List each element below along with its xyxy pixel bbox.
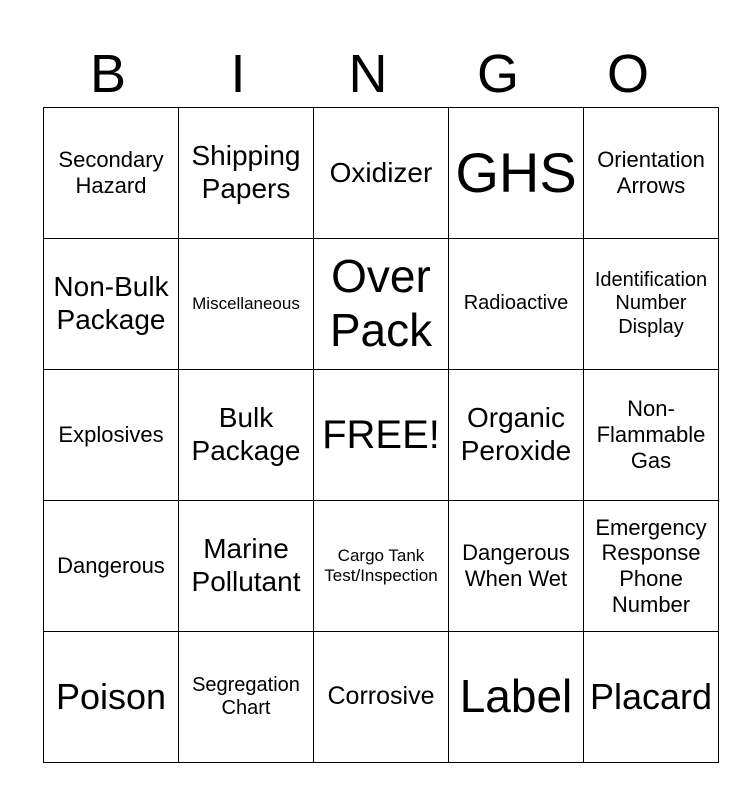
bingo-cell: Explosives [44,370,179,501]
bingo-cell: Marine Pollutant [179,501,314,632]
bingo-row [44,632,719,763]
bingo-cell: Cargo Tank Test/Inspection [314,501,449,632]
bingo-cell: Placard [584,632,719,763]
bingo-cell: GHS [449,108,584,239]
header-letter-g: G [476,44,519,104]
bingo-cell: Organic Peroxide [449,370,584,501]
bingo-cell: Oxidizer [314,108,449,239]
bingo-cell: Emergency Response Phone Number [584,501,719,632]
header-letter-i: I [230,44,246,104]
bingo-cell: Non-Bulk Package [44,239,179,370]
bingo-row [44,370,719,501]
bingo-cell: Label [449,632,584,763]
bingo-cell: Identification Number Display [584,239,719,370]
bingo-cell: Miscellaneous [179,239,314,370]
bingo-cell: Non-Flammable Gas [584,370,719,501]
header-letter-b: B [89,44,127,104]
bingo-row [44,108,719,239]
bingo-cell: Bulk Package [179,370,314,501]
bingo-card-grid [43,107,719,763]
bingo-cell: Dangerous [44,501,179,632]
bingo-cell: Secondary Hazard [44,108,179,239]
bingo-cell: Radioactive [449,239,584,370]
bingo-cell: Shipping Papers [179,108,314,239]
bingo-cell: Dangerous When Wet [449,501,584,632]
bingo-cell: Orientation Arrows [584,108,719,239]
bingo-cell: Over Pack [314,239,449,370]
bingo-cell: Poison [44,632,179,763]
free-space: FREE! [314,370,449,501]
bingo-header [43,40,693,108]
bingo-row [44,239,719,370]
bingo-cell: Segregation Chart [179,632,314,763]
header-letter-n: N [348,44,388,104]
header-letter-o: O [606,44,649,104]
bingo-row [44,501,719,632]
bingo-cell: Corrosive [314,632,449,763]
